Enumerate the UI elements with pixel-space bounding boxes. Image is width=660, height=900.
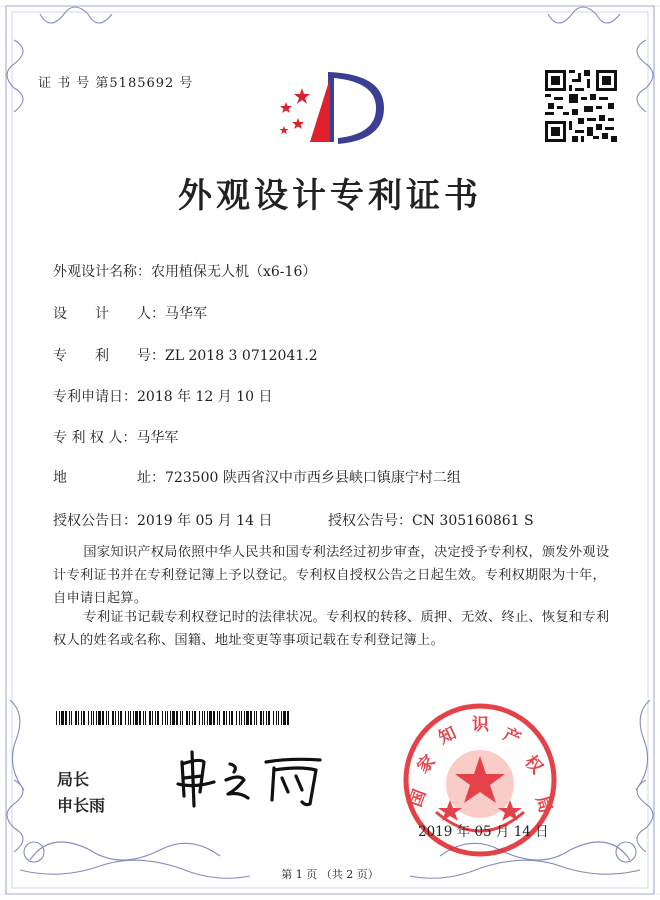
patent-number-row bbox=[53, 345, 318, 365]
svg-text:国: 国 bbox=[405, 786, 431, 810]
body-paragraph-2: 专利证书记载专利权登记时的法律状况。专利权的转移、质押、无效、终止、恢复和专利权人的姓名或名称、国籍、地址变更等事项记载在专利登记簿上。 bbox=[53, 610, 610, 648]
grant-date-row bbox=[53, 510, 273, 530]
filing-date-value: 2018 年 12 月 10 日 bbox=[137, 389, 273, 405]
design-name-value: 农用植保无人机（x6-16） bbox=[151, 264, 317, 280]
svg-text:知: 知 bbox=[435, 723, 460, 749]
design-name-row bbox=[53, 261, 316, 281]
cnipa-logo bbox=[272, 68, 392, 148]
patentee-value: 马华军 bbox=[136, 430, 179, 446]
handwritten-signature bbox=[170, 748, 340, 810]
address-label: 地 址： bbox=[53, 470, 165, 486]
signatory-name: 申长雨 bbox=[57, 796, 106, 815]
barcode bbox=[56, 711, 291, 725]
patent-number-value: ZL 2018 3 0712041.2 bbox=[165, 348, 318, 364]
grant-number-label: 授权公告号： bbox=[328, 513, 412, 529]
grant-number-row bbox=[328, 510, 534, 530]
patent-number-label: 专 利 号： bbox=[53, 348, 165, 364]
page-number: 第 1 页 （共 2 页） bbox=[281, 868, 379, 881]
document-title: 外观设计专利证书 bbox=[178, 176, 482, 216]
address-row bbox=[53, 467, 461, 487]
filing-date-label: 专利申请日： bbox=[53, 389, 137, 405]
grant-date-label: 授权公告日： bbox=[53, 513, 137, 529]
designer-label: 设 计 人： bbox=[53, 306, 165, 322]
svg-text:家: 家 bbox=[413, 751, 440, 778]
qr-code bbox=[545, 70, 617, 142]
svg-text:局: 局 bbox=[531, 793, 556, 816]
body-paragraph-1: 国家知识产权局依照中华人民共和国专利法经过初步审查，决定授予专利权，颁发外观设计专利证书并在专利登记簿上予以登记。专利权自授权公告之日起生效。专利权期限为十年，自申请日起算。 bbox=[53, 545, 610, 606]
svg-text:产: 产 bbox=[499, 724, 524, 750]
svg-text:权: 权 bbox=[520, 751, 547, 778]
seal-date: 2019 年 05 月 14 日 bbox=[418, 824, 549, 840]
signatory-title: 局长 bbox=[57, 770, 90, 789]
designer-value: 马华军 bbox=[165, 306, 207, 322]
svg-text:识: 识 bbox=[472, 715, 489, 735]
grant-number-value: CN 305160861 S bbox=[412, 513, 534, 529]
grant-date-value: 2019 年 05 月 14 日 bbox=[137, 513, 273, 529]
design-name-label: 外观设计名称： bbox=[53, 264, 151, 280]
filing-date-row bbox=[53, 386, 273, 406]
address-value: 723500 陕西省汉中市西乡县峡口镇康宁村二组 bbox=[165, 470, 461, 486]
patentee-row bbox=[53, 427, 178, 447]
designer-row bbox=[53, 303, 207, 323]
certificate-number: 证 书 号 第5185692 号 bbox=[38, 76, 194, 91]
patentee-label: 专 利 权 人： bbox=[53, 430, 137, 446]
